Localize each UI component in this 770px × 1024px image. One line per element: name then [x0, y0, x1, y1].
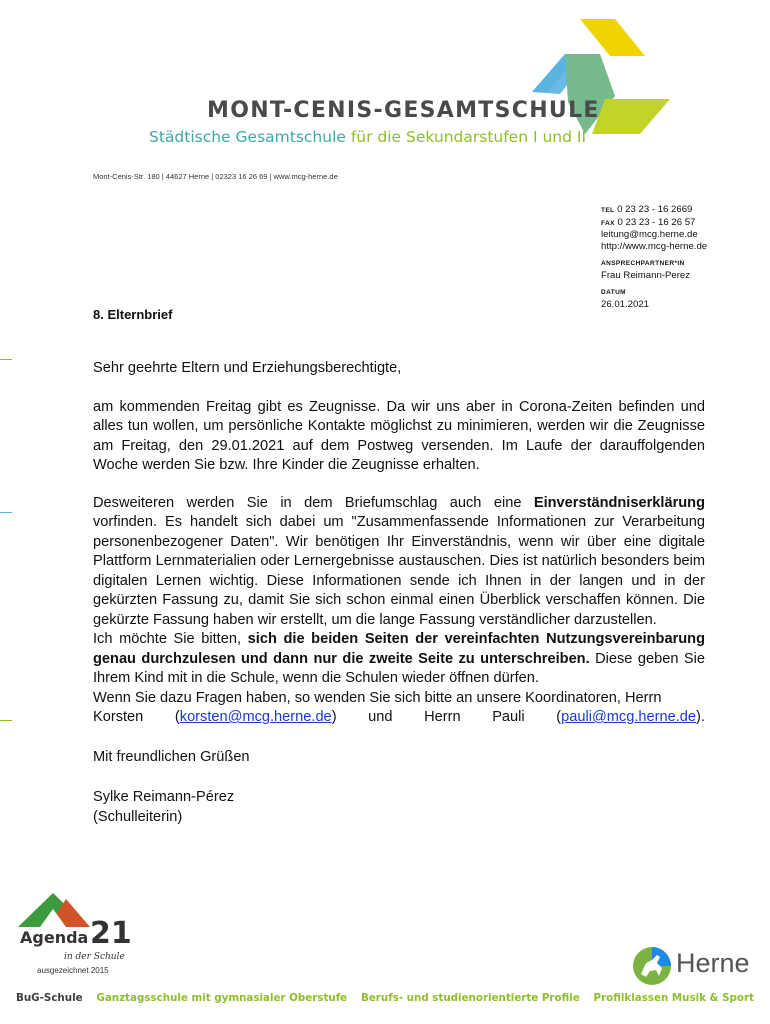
agenda-number: 21	[90, 916, 132, 951]
korsten-paren-close: )	[331, 709, 337, 725]
closing: Mit freundlichen Grüßen	[93, 748, 250, 765]
pauli-name: Pauli	[492, 709, 525, 725]
logo-lime-shape	[592, 99, 670, 134]
paragraph-4: Wenn Sie dazu Fragen haben, so wenden Sie sich bitte an unsere Koordinatoren, Herrn	[93, 689, 662, 706]
contact-person-label: ANSPRECHPARTNER*IN	[601, 260, 685, 267]
tel-label: TEL	[601, 207, 615, 214]
und-word: und	[368, 709, 393, 725]
date-value: 26.01.2021	[601, 298, 650, 310]
paragraph-3	[93, 630, 705, 689]
korsten-paren-open: (	[174, 709, 180, 725]
paragraph-3-bold: sich die beiden Seiten der vereinfachten Nutzungsvereinbarung genau durchzulesen und dann nur die zweite Seite zu unterschreiben.	[93, 631, 705, 667]
fax-label: FAX	[601, 219, 615, 227]
agenda-tagline: in der Schule	[64, 952, 125, 962]
contact-block	[601, 204, 707, 310]
footer-berufs: Berufs- und studienorientierte Profile	[360, 992, 580, 1004]
korsten-email-link[interactable]: korsten@mcg.herne.de	[179, 709, 332, 725]
agenda-word: Agenda	[20, 928, 89, 947]
letter-subject: 8. Elternbrief	[93, 307, 173, 322]
contact-email: leitung@mcg.herne.de	[601, 229, 698, 240]
footer-tagline	[16, 992, 754, 1004]
paragraph-2-start: Desweiteren werden Sie in dem Briefumschlag auch eine	[93, 494, 534, 511]
fold-mark-bottom	[0, 720, 12, 721]
korsten-contact	[175, 708, 337, 728]
herrn-word: Herrn	[424, 709, 461, 725]
tel-value: 0 23 23 - 16 2669	[617, 204, 693, 215]
paragraph-2-rest: vorfinden. Es handelt sich dabei um "Zusammenfassende Informationen zur Verarbeitung personenbezogener Daten". Wir benötigen Ihr Einverständnis, wenn wir über eine digitale Plattform Lernmaterialien oder Lernergebnisse austauschen. Dies ist natürlich besonders beim digitalen Lernen wichtig. Diese Informationen sende ich Ihnen in der langen und in der gekürzten Fassung zu, damit Sie sich schon einmal einen Überblick verschaffen können. Die gekürzte Fassung haben wir erstellt, um die lange Fassung verständlicher darzustellen.	[93, 514, 705, 628]
agenda-award: ausgezeichnet 2015	[37, 966, 109, 975]
contact-person: Frau Reimann-Perez	[601, 269, 691, 281]
pauli-paren-close: ).	[696, 709, 705, 725]
subtitle-part1: Städtische Gesamtschule	[149, 128, 346, 146]
paragraph-2-bold: Einverständniserklärung	[533, 494, 705, 511]
footer-ganztag: Ganztagsschule mit gymnasialer Oberstufe	[96, 992, 348, 1004]
logo-yellow-shape	[580, 19, 645, 56]
address-line: Mont-Cenis-Str. 180 | 44627 Herne | 02323 16 26 69 | www.mcg-herne.de	[93, 172, 338, 181]
contact-web: http://www.mcg-herne.de	[601, 240, 708, 252]
school-name: MONT-CENIS-GESAMTSCHULE	[207, 98, 600, 123]
fax-value: 0 23 23 - 16 26 57	[617, 216, 696, 228]
pauli-paren-open: (	[556, 709, 562, 725]
herne-wordmark: Herne	[676, 948, 750, 978]
school-subtitle	[149, 128, 586, 146]
letter-body	[93, 359, 705, 827]
fold-mark-top	[0, 359, 12, 360]
footer-bug-schule: BuG-Schule	[16, 992, 83, 1004]
salutation: Sehr geehrte Eltern und Erziehungsberechtigte,	[93, 360, 402, 376]
footer-profil: Profilklassen Musik & Sport	[593, 992, 754, 1004]
coordinator-line	[93, 708, 705, 728]
paragraph-2	[93, 494, 705, 631]
signature-role: (Schulleiterin)	[93, 808, 183, 825]
subtitle-part2: für die Sekundarstufen I und II	[345, 128, 587, 146]
paragraph-3-rest: Diese geben Sie Ihrem Kind mit in die Schule, wenn die Schulen wieder öffnen dürfen.	[93, 650, 705, 686]
fold-mark-middle	[0, 512, 12, 513]
paragraph-3-start: Ich möchte Sie bitten,	[93, 631, 248, 647]
pauli-email-link[interactable]: pauli@mcg.herne.de	[561, 709, 697, 725]
pauli-contact	[556, 708, 705, 728]
date-label: DATUM	[601, 289, 626, 296]
korsten-name: Korsten	[93, 709, 144, 725]
signature-name: Sylke Reimann-Pérez	[93, 789, 235, 805]
paragraph-1: am kommenden Freitag gibt es Zeugnisse. Da wir uns aber in Corona-Zeiten befinden und alles tun wollen, um persönliche Kontakte möglichst zu minimieren, werden wir die Zeugnisse am Freitag, den 29.01.2021 auf dem Postweg versenden. Im Laufe der darauffolgenden Woche werden Sie bzw. Ihre Kinder die Zeugnisse erhalten.	[93, 398, 705, 473]
herne-horse-icon	[632, 946, 672, 986]
